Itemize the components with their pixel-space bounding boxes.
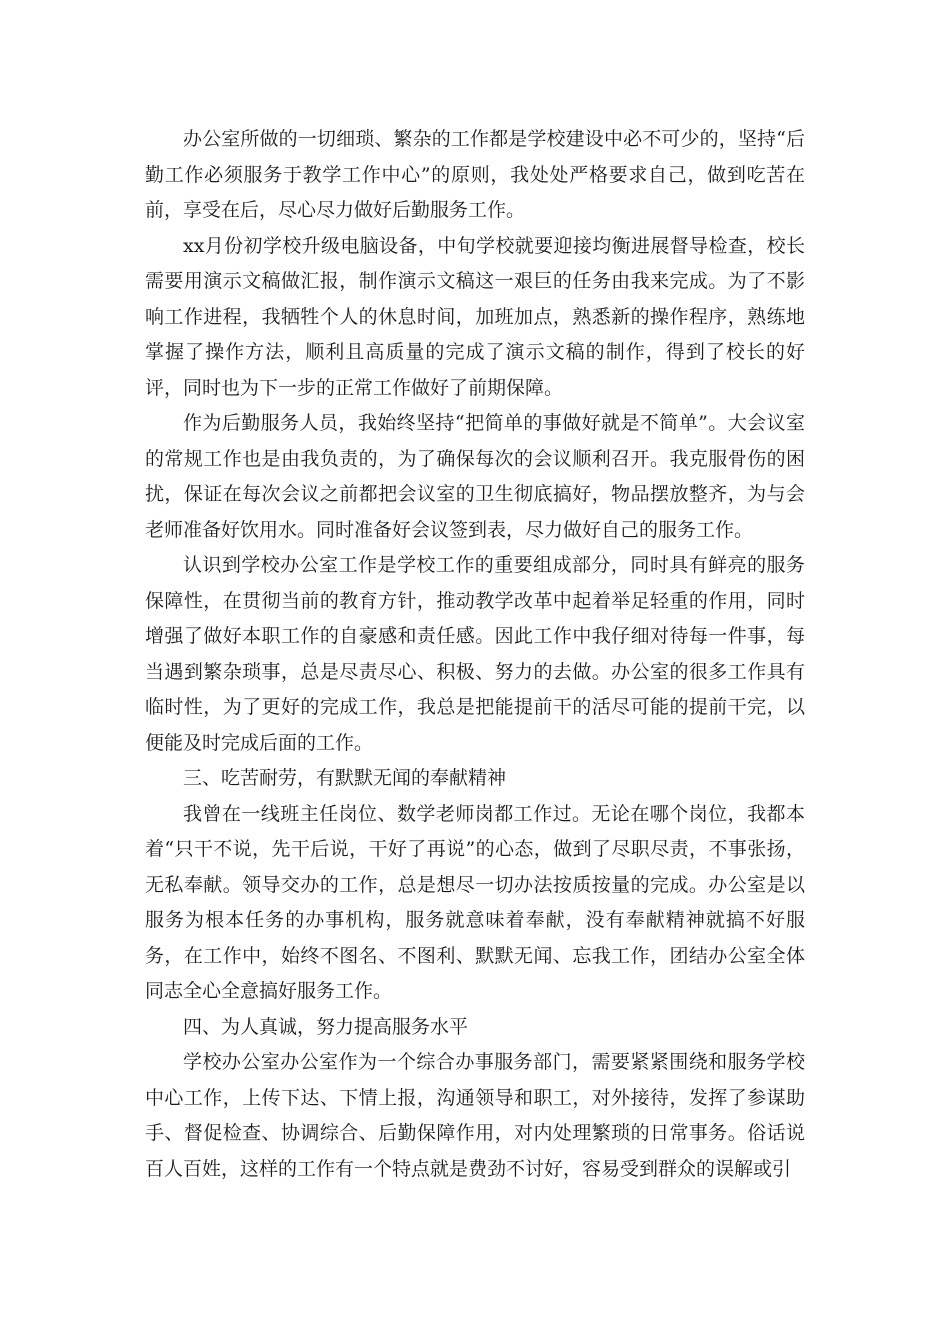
paragraph-1: 办公室所做的一切细琐、繁杂的工作都是学校建设中必不可少的，坚持“后勤工作必须服务于教学工作中心”的原则，我处处严格要求自己，做到吃苦在前，享受在后，尽心尽力做好后勤服务工作。 — [145, 128, 805, 221]
paragraph-6: 学校办公室办公室作为一个综合办事服务部门，需要紧紧围绕和服务学校中心工作，上传下达、下情上报，沟通领导和职工，对外接待，发挥了参谋助手、督促检查、协调综合、后勤保障作用，对内处理繁琐的日常事务。俗话说百人百姓，这样的工作有一个特点就是费劲不讨好，容易受到群众的误解或引 — [145, 1051, 805, 1180]
paragraph-3: 作为后勤服务人员，我始终坚持“把简单的事做好就是不简单”。大会议室的常规工作也是由我负责的，为了确保每次的会议顺利召开。我克服骨伤的困扰，保证在每次会议之前都把会议室的卫生彻底搞好，物品摆放整齐，为与会老师准备好饮用水。同时准备好会议签到表，尽力做好自己的服务工作。 — [145, 412, 805, 541]
section-heading-4: 四、为人真诚，努力提高服务水平 — [183, 1015, 469, 1038]
paragraph-5: 我曾在一线班主任岗位、数学老师岗都工作过。无论在哪个岗位，我都本着“只干不说，先干后说，干好了再说”的心态，做到了尽职尽责，不事张扬，无私奉献。领导交办的工作，总是想尽一切办法按质按量的完成。办公室是以服务为根本任务的办事机构，服务就意味着奉献，没有奉献精神就搞不好服务，在工作中，始终不图名、不图利、默默无闻、忘我工作，团结办公室全体同志全心全意搞好服务工作。 — [145, 802, 805, 1002]
paragraph-4: 认识到学校办公室工作是学校工作的重要组成部分，同时具有鲜亮的服务保障性，在贯彻当前的教育方针，推动教学改革中起着举足轻重的作用，同时增强了做好本职工作的自豪感和责任感。因此工作中我仔细对待每一件事，每当遇到繁杂琐事，总是尽责尽心、积极、努力的去做。办公室的很多工作具有临时性，为了更好的完成工作，我总是把能提前干的活尽可能的提前干完，以便能及时完成后面的工作。 — [145, 554, 805, 754]
section-heading-3: 三、吃苦耐劳，有默默无闻的奉献精神 — [183, 767, 507, 789]
document-body — [145, 122, 805, 1187]
paragraph-2: xx月份初学校升级电脑设备，中旬学校就要迎接均衡进展督导检查，校长需要用演示文稿做汇报，制作演示文稿这一艰巨的任务由我来完成。为了不影响工作进程，我牺牲个人的休息时间，加班加点，熟悉新的操作程序，熟练地掌握了操作方法，顺利且高质量的完成了演示文稿的制作，得到了校长的好评，同时也为下一步的正常工作做好了前期保障。 — [145, 234, 805, 399]
